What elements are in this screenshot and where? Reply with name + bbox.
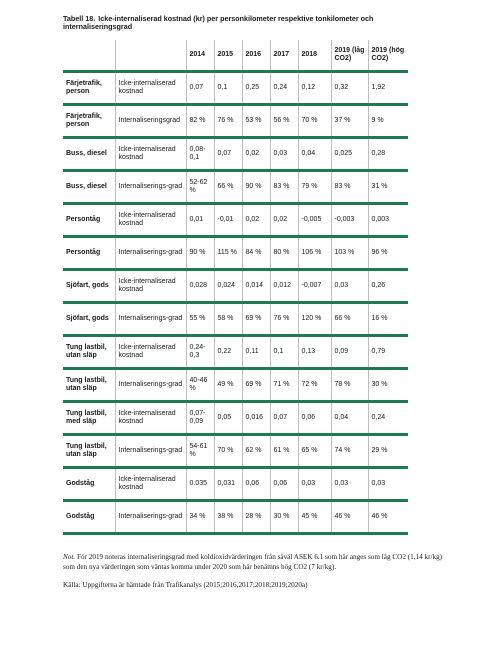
measure-label: Icke-internaliserad kostnad — [115, 138, 186, 171]
value-cell: 103 % — [331, 237, 368, 270]
value-cell: -0,007 — [298, 270, 331, 303]
row-label: Persontåg — [63, 237, 115, 270]
value-cell: 115 % — [214, 237, 242, 270]
value-cell: 0,06 — [298, 402, 331, 435]
value-cell: 16 % — [368, 303, 408, 336]
value-cell: 30 % — [368, 369, 408, 402]
value-cell: 55 % — [186, 303, 214, 336]
value-cell: 34 % — [186, 501, 214, 534]
value-cell: 96 % — [368, 237, 408, 270]
value-cell: 120 % — [298, 303, 331, 336]
measure-label: Internaliserings-grad — [115, 435, 186, 468]
value-cell: 0,05 — [214, 402, 242, 435]
value-cell: 37 % — [331, 105, 368, 138]
table-body — [63, 72, 408, 534]
value-cell: 62 % — [242, 435, 270, 468]
value-cell: 29 % — [368, 435, 408, 468]
row-label: Tung lastbil, utan släp — [63, 369, 115, 402]
header-cell: 2018 — [298, 40, 331, 72]
measure-label: Icke-internaliserad kostnad — [115, 336, 186, 369]
note-lead: Not. — [63, 553, 76, 561]
table-row — [63, 468, 408, 501]
value-cell: -0,01 — [214, 204, 242, 237]
value-cell: 69 % — [242, 303, 270, 336]
value-cell: 0,07 — [214, 138, 242, 171]
value-cell: 0,08-0,1 — [186, 138, 214, 171]
row-label: Tung lastbil, utan släp — [63, 435, 115, 468]
value-cell: 0,07-0,09 — [186, 402, 214, 435]
table-row — [63, 303, 408, 336]
value-cell: 1,92 — [368, 72, 408, 105]
row-label: Buss, diesel — [63, 138, 115, 171]
header-cell: 2015 — [214, 40, 242, 72]
value-cell: 0,04 — [298, 138, 331, 171]
value-cell: 0,02 — [242, 204, 270, 237]
measure-label: Internaliserings-grad — [115, 501, 186, 534]
value-cell: 0,24-0,3 — [186, 336, 214, 369]
table-row — [63, 171, 408, 204]
value-cell: 76 % — [214, 105, 242, 138]
table-row — [63, 237, 408, 270]
value-cell: 0,003 — [368, 204, 408, 237]
row-label: Tung lastbil, med släp — [63, 402, 115, 435]
table-header-row — [63, 40, 408, 72]
row-label: Tung lastbil, utan släp — [63, 336, 115, 369]
source-paragraph: Källa: Uppgifterna är hämtade från Trafikanalys (2015;2016,2017;2018;2019;2020a) — [63, 581, 308, 589]
measure-label: Icke-internaliserad kostnad — [115, 270, 186, 303]
table-caption — [63, 15, 443, 31]
value-cell: 0,031 — [214, 468, 242, 501]
measure-label: Icke-internaliserad kostnad — [115, 468, 186, 501]
value-cell: 90 % — [186, 237, 214, 270]
value-cell: 46 % — [331, 501, 368, 534]
value-cell: 83 % — [331, 171, 368, 204]
value-cell: 78 % — [331, 369, 368, 402]
value-cell: 0,13 — [298, 336, 331, 369]
value-cell: 66 % — [331, 303, 368, 336]
value-cell: 28 % — [242, 501, 270, 534]
value-cell: -0,005 — [298, 204, 331, 237]
value-cell: 0,12 — [298, 72, 331, 105]
value-cell: 106 % — [298, 237, 331, 270]
table-row — [63, 369, 408, 402]
value-cell: 0,02 — [242, 138, 270, 171]
measure-label: Icke-internaliserad kostnad — [115, 204, 186, 237]
table-row — [63, 138, 408, 171]
header-cell: 2016 — [242, 40, 270, 72]
row-label: Godståg — [63, 501, 115, 534]
header-cell: 2019 (låg CO2) — [331, 40, 368, 72]
row-label: Persontåg — [63, 204, 115, 237]
row-label: Färjetrafik, person — [63, 105, 115, 138]
value-cell: 58 % — [214, 303, 242, 336]
value-cell: 70 % — [298, 105, 331, 138]
value-cell: 0,04 — [331, 402, 368, 435]
value-cell: 80 % — [270, 237, 298, 270]
table-notes — [63, 552, 443, 598]
value-cell: 53 % — [242, 105, 270, 138]
value-cell: 84 % — [242, 237, 270, 270]
measure-label: Internaliseringsgrad — [115, 105, 186, 138]
value-cell: 0,25 — [242, 72, 270, 105]
header-cell: 2019 (hög CO2) — [368, 40, 408, 72]
caption-number: Tabell 18. — [63, 14, 96, 23]
table-row — [63, 105, 408, 138]
value-cell: 0,01 — [186, 204, 214, 237]
table-row — [63, 204, 408, 237]
value-cell: 0,03 — [368, 468, 408, 501]
measure-label: Icke-internaliserad kostnad — [115, 72, 186, 105]
value-cell: 0,03 — [298, 468, 331, 501]
value-cell: 0,03 — [331, 468, 368, 501]
value-cell: 0,012 — [270, 270, 298, 303]
row-label: Godståg — [63, 468, 115, 501]
caption-text: Icke-internaliserad kostnad (kr) per personkilometer respektive tonkilometer och internaliseringsgrad — [63, 14, 374, 31]
table-row — [63, 402, 408, 435]
value-cell: 0,79 — [368, 336, 408, 369]
cost-table — [63, 40, 408, 535]
value-cell: 46 % — [368, 501, 408, 534]
value-cell: 61 % — [270, 435, 298, 468]
value-cell: 74 % — [331, 435, 368, 468]
row-label: Färjetrafik, person — [63, 72, 115, 105]
measure-label: Internaliserings-grad — [115, 171, 186, 204]
table-row — [63, 435, 408, 468]
value-cell: 0,02 — [270, 204, 298, 237]
measure-label: Internaliserings-grad — [115, 369, 186, 402]
value-cell: 0,014 — [242, 270, 270, 303]
value-cell: -0,003 — [331, 204, 368, 237]
measure-label: Internaliserings-grad — [115, 303, 186, 336]
value-cell: 0,1 — [214, 72, 242, 105]
value-cell: 0,03 — [331, 270, 368, 303]
note-paragraph — [63, 552, 443, 572]
header-cell — [115, 40, 186, 72]
row-label: Sjöfart, gods — [63, 270, 115, 303]
value-cell: 0,028 — [186, 270, 214, 303]
value-cell: 83 % — [270, 171, 298, 204]
value-cell: 82 % — [186, 105, 214, 138]
value-cell: 0,025 — [331, 138, 368, 171]
value-cell: 0,11 — [242, 336, 270, 369]
measure-label: Internaliserings-grad — [115, 237, 186, 270]
value-cell: 30 % — [270, 501, 298, 534]
header-cell — [63, 40, 115, 72]
value-cell: 79 % — [298, 171, 331, 204]
measure-label: Icke-internaliserad kostnad — [115, 402, 186, 435]
value-cell: 31 % — [368, 171, 408, 204]
value-cell: 0,03 — [270, 138, 298, 171]
value-cell: 0.035 — [186, 468, 214, 501]
value-cell: 0,07 — [270, 402, 298, 435]
value-cell: 49 % — [214, 369, 242, 402]
value-cell: 0,09 — [331, 336, 368, 369]
table-row — [63, 270, 408, 303]
value-cell: 66 % — [214, 171, 242, 204]
header-cell: 2014 — [186, 40, 214, 72]
value-cell: 0,06 — [242, 468, 270, 501]
value-cell: 45 % — [298, 501, 331, 534]
value-cell: 56 % — [270, 105, 298, 138]
value-cell: 0,22 — [214, 336, 242, 369]
value-cell: 52-62 % — [186, 171, 214, 204]
value-cell: 0,28 — [368, 138, 408, 171]
value-cell: 0,32 — [331, 72, 368, 105]
value-cell: 0,24 — [270, 72, 298, 105]
value-cell: 0,26 — [368, 270, 408, 303]
row-label: Buss, diesel — [63, 171, 115, 204]
row-label: Sjöfart, gods — [63, 303, 115, 336]
value-cell: 54-61 % — [186, 435, 214, 468]
value-cell: 0,016 — [242, 402, 270, 435]
value-cell: 71 % — [270, 369, 298, 402]
value-cell: 69 % — [242, 369, 270, 402]
value-cell: 40-46 % — [186, 369, 214, 402]
table-row — [63, 501, 408, 534]
value-cell: 0,07 — [186, 72, 214, 105]
value-cell: 70 % — [214, 435, 242, 468]
value-cell: 0,1 — [270, 336, 298, 369]
value-cell: 0,024 — [214, 270, 242, 303]
value-cell: 38 % — [214, 501, 242, 534]
header-cell: 2017 — [270, 40, 298, 72]
value-cell: 9 % — [368, 105, 408, 138]
value-cell: 65 % — [298, 435, 331, 468]
value-cell: 90 % — [242, 171, 270, 204]
value-cell: 72 % — [298, 369, 331, 402]
value-cell: 0,24 — [368, 402, 408, 435]
value-cell: 76 % — [270, 303, 298, 336]
table-row — [63, 72, 408, 105]
value-cell: 0,06 — [270, 468, 298, 501]
note-text: För 2019 noteras internaliseringsgrad med koldioxidvärderingen från såväl ASEK 6.1 som här anges som låg CO2 (1,14 kr/kg) som den nya värderingen som väntas komma under 2020 som här benämns hög CO2 (7 kr/kg). — [63, 553, 443, 571]
table-row — [63, 336, 408, 369]
